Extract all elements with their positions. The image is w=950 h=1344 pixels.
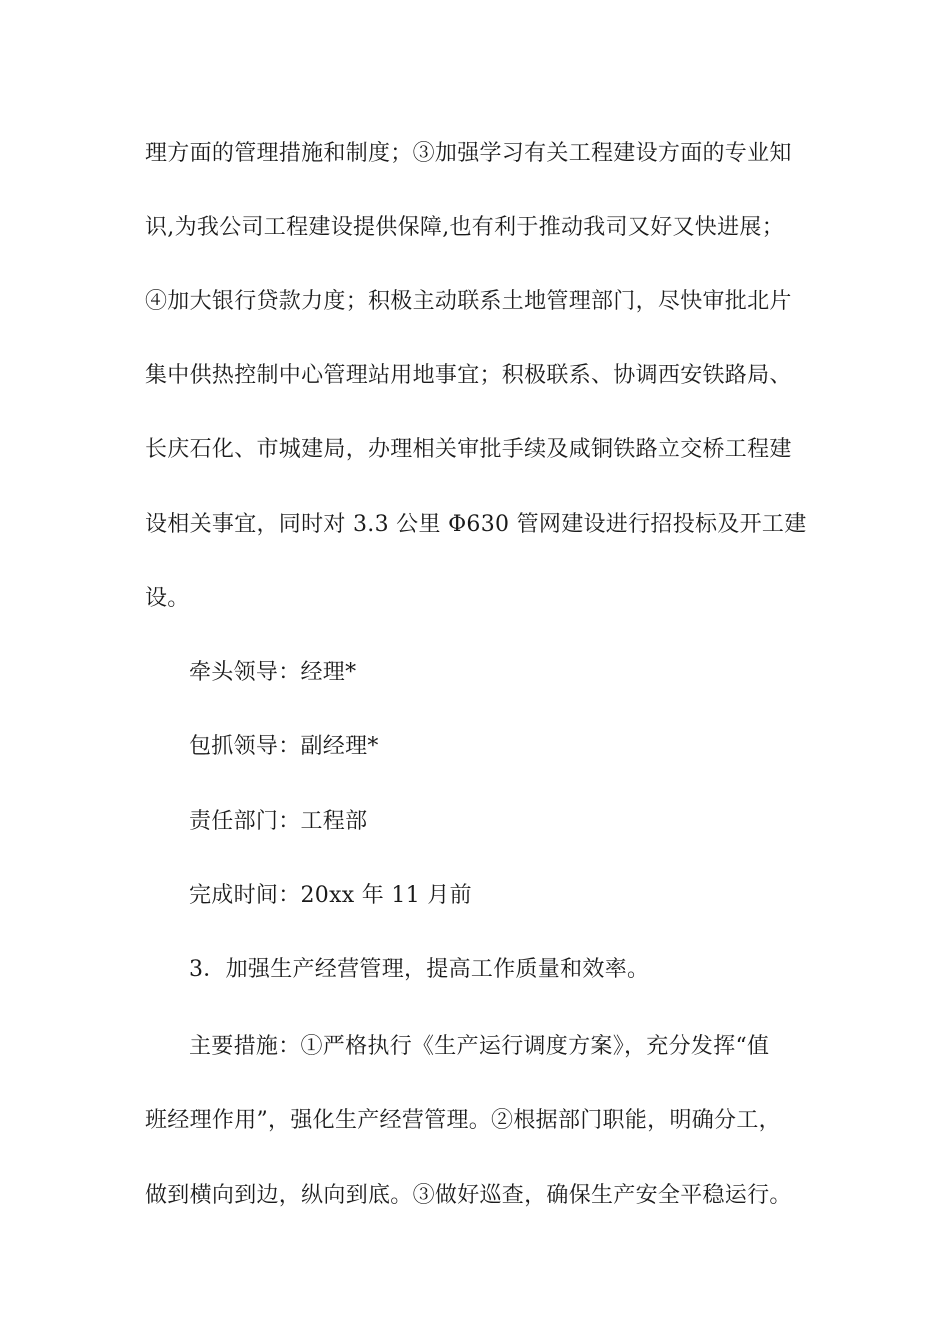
paragraph-line: 理方面的管理措施和制度；③加强学习有关工程建设方面的专业知 <box>145 141 792 166</box>
responsible-department-line: 责任部门：工程部 <box>189 809 368 834</box>
completion-time-line: 完成时间：20xx 年 11 月前 <box>189 883 472 908</box>
measures-line: 主要措施：①严格执行《生产运行调度方案》，充分发挥“值 <box>189 1034 770 1059</box>
responsible-leader-line: 包抓领导：副经理* <box>189 734 379 759</box>
paragraph-line: 设相关事宜，同时对 3.3 公里 Φ630 管网建设进行招投标及开工建 <box>145 512 807 537</box>
measures-line: 班经理作用”，强化生产经营管理。②根据部门职能，明确分工， <box>145 1108 781 1133</box>
paragraph-line: 设。 <box>145 586 190 611</box>
lead-leader-line: 牵头领导：经理* <box>189 660 357 685</box>
paragraph-line: 识,为我公司工程建设提供保障,也有利于推动我司又好又快进展； <box>145 215 784 240</box>
measures-line: 做到横向到边，纵向到底。③做好巡查，确保生产安全平稳运行。 <box>145 1183 792 1208</box>
paragraph-line: 集中供热控制中心管理站用地事宜；积极联系、协调西安铁路局、 <box>145 363 792 388</box>
section-heading: 3．加强生产经营管理，提高工作质量和效率。 <box>189 957 650 982</box>
paragraph-line: ④加大银行贷款力度；积极主动联系土地管理部门，尽快审批北片 <box>145 289 792 314</box>
paragraph-line: 长庆石化、市城建局，办理相关审批手续及咸铜铁路立交桥工程建 <box>145 437 792 462</box>
